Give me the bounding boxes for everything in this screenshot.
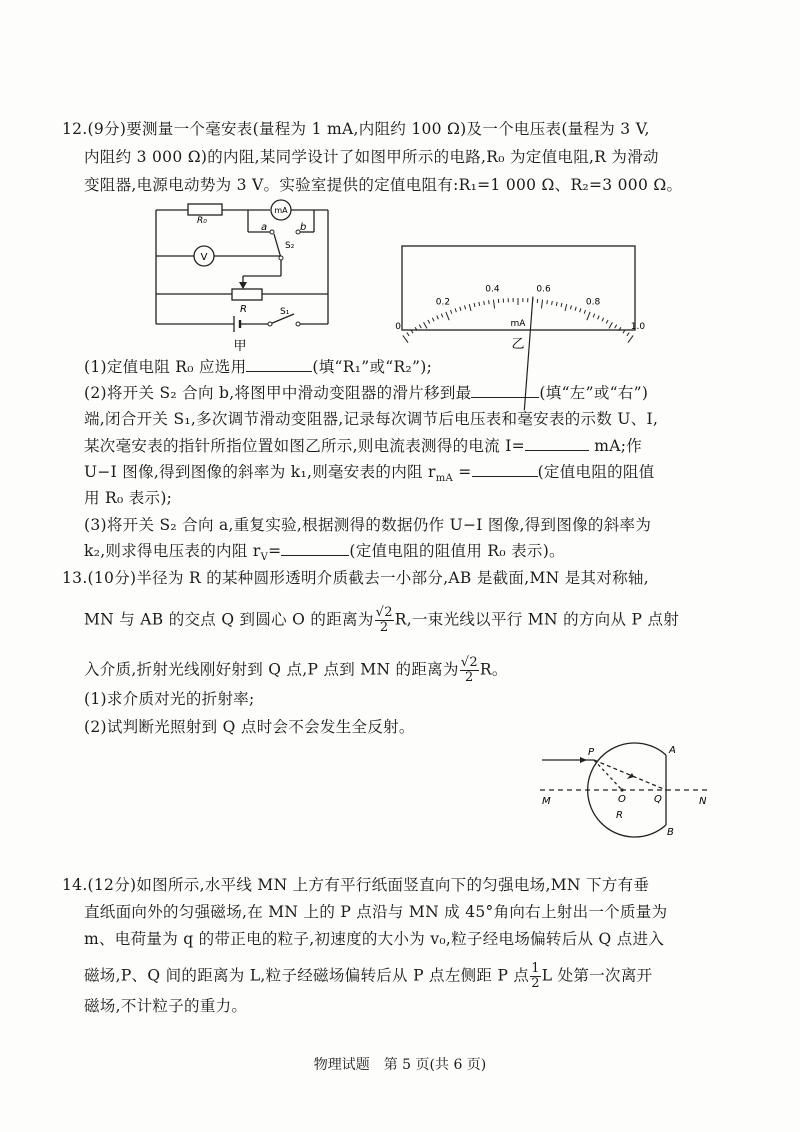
meter-tick	[489, 300, 490, 304]
q12-p2-sub-mA: mA	[435, 473, 454, 485]
label-R: R	[616, 810, 623, 821]
q13-line-3	[84, 656, 508, 685]
meter-tick	[407, 333, 409, 336]
meter-tick	[584, 310, 585, 314]
fraction-sqrt2-over-2	[375, 606, 394, 635]
label-b: b	[300, 222, 307, 233]
q12-p3-sub-V: V	[260, 552, 269, 564]
meter-tick	[455, 308, 456, 312]
page-footer: 物理试题 第 5 页(共 6 页)	[313, 1057, 487, 1073]
meter-tick-label: 0.2	[435, 297, 451, 308]
q12-p3-text-d: (定值电阻的阻值用 R₀ 表示)。	[349, 542, 565, 560]
meter-tick	[484, 301, 485, 305]
answer-blank-4	[472, 462, 538, 477]
meter-unit: mA	[510, 319, 526, 329]
q13-line-2	[84, 606, 679, 635]
q13-l3-text-b: R。	[479, 660, 508, 679]
q12-p2-text-h: (定值电阻的阻值	[537, 463, 655, 481]
label-P: P	[588, 747, 595, 758]
meter-tick	[628, 335, 633, 342]
answer-blank-1	[246, 357, 312, 372]
meter-tick	[441, 314, 443, 318]
q13-line-1: 13.(10分)半径为 R 的某种圆形透明介质截去一小部分,AB 是截面,MN 是其对称轴,	[62, 569, 649, 587]
meter-tick	[615, 325, 617, 328]
meter-tick	[479, 302, 480, 306]
meter-tick	[561, 303, 562, 307]
label-R: R	[240, 304, 247, 315]
meter-tick	[465, 305, 466, 309]
answer-blank-3	[525, 436, 589, 451]
meter-tick	[424, 322, 427, 328]
meter-tick	[460, 307, 461, 311]
label-A: A	[669, 745, 676, 756]
meter-tick	[403, 335, 408, 342]
meter-tick-label: 0.4	[485, 284, 500, 295]
q12-line-2: 内阻约 3 000 Ω)的内阻,某同学设计了如图甲所示的电路,R₀ 为定值电阻,R 为滑动	[84, 148, 659, 166]
meter-tick-label: 0.8	[585, 297, 601, 308]
frac-numerator-b: √2	[460, 655, 478, 670]
meter-tick	[602, 318, 604, 322]
meter-tick	[450, 310, 451, 314]
q13-l2-text-b: R,一束光线以平行 MN 的方向从 P 点射	[394, 610, 680, 629]
q12-p2-eq: =	[458, 463, 472, 481]
meter-dial-yi	[395, 244, 646, 354]
q12-line-1: 12.(9分)要测量一个毫安表(量程为 1 mA,内阻约 100 Ω)及一个电压表(量程为 3 V,	[62, 120, 650, 138]
answer-blank-2	[471, 383, 539, 398]
meter-tick	[474, 303, 475, 307]
meter-tick	[541, 300, 542, 309]
q12-part-1	[84, 357, 432, 377]
label-O: O	[618, 794, 626, 805]
q12-part-3-line-1: (3)将开关 S₂ 合向 a,重复实验,根据测得的数据仍作 U−I 图像,得到图像的斜率为	[84, 516, 652, 534]
meter-tick	[627, 333, 629, 336]
q12-p2-text-a: (2)将开关 S₂ 合向 b,将图甲中滑动变阻器的滑片移到最	[84, 384, 472, 402]
q13-part-2: (2)试判断光照射到 Q 点时会不会发生全反射。	[84, 718, 415, 736]
q13-l3-text-a: 入介质,折射光线刚好射到 Q 点,P 点到 MN 的距离为	[84, 660, 459, 679]
q14-line-5: 磁场,不计粒子的重力。	[84, 997, 248, 1015]
label-Q: Q	[654, 794, 662, 805]
q12-p2-text-f: U−I 图像,得到图像的斜率为 k₁,则毫安表的内阻 r	[84, 463, 436, 481]
meter-tick	[575, 307, 576, 311]
q12-part-2-line-5: 用 R₀ 表示);	[84, 489, 173, 507]
meter-tick	[428, 320, 430, 324]
meter-tick	[556, 302, 557, 306]
q14-line-1: 14.(12分)如图所示,水平线 MN 上方有平行纸面竖直向下的匀强电场,MN 下方有垂	[62, 876, 650, 894]
label-M: M	[542, 796, 551, 807]
label-jia: 甲	[233, 339, 247, 354]
label-V: V	[200, 252, 208, 263]
label-a: a	[261, 222, 268, 233]
q12-p1-hint: (填“R₁”或“R₂”);	[312, 358, 433, 376]
meter-tick	[606, 320, 608, 324]
meter-tick	[419, 325, 421, 328]
meter-tick-label: 0	[395, 321, 401, 332]
q12-part-2-line-1	[84, 383, 648, 403]
frac-one: 1	[531, 961, 540, 976]
fraction-sqrt2-over-2-b	[460, 656, 479, 685]
q14-line-2: 直纸面向外的匀强磁场,在 MN 上的 P 点沿与 MN 成 45°角向右上射出一个质量为	[84, 903, 668, 921]
q12-part-2-line-4	[84, 462, 655, 489]
meter-tick	[437, 316, 439, 320]
meter-tick	[547, 300, 548, 304]
meter-tick	[446, 312, 449, 320]
q14-line-3: m、电荷量为 q 的带正电的粒子,初速度的大小为 v₀,粒子经电场偏转后从 Q 点进入	[84, 930, 665, 948]
frac-two: 2	[531, 976, 540, 991]
frac-denominator-b: 2	[465, 670, 474, 685]
q13-part-1: (1)求介质对光的折射率;	[84, 690, 255, 708]
q14-l4-text-a: 磁场,P、Q 间的距离为 L,粒子经磁场偏转后从 P 点左侧距 P 点	[84, 966, 530, 985]
circuit-diagram-jia	[148, 196, 338, 356]
meter-tick-label: 0.6	[536, 284, 551, 295]
fraction-one-half	[530, 962, 541, 991]
meter-tick-label: 1.0	[630, 321, 646, 332]
frac-denominator: 2	[379, 620, 389, 635]
meter-tick	[580, 308, 581, 312]
q12-p2-hint-b: (填“左”或“右”)	[539, 384, 649, 402]
meter-tick	[552, 301, 553, 305]
q12-p3-text-b: k₂,则求得电压表的内阻 r	[84, 542, 261, 560]
q12-p3-eq: =	[268, 542, 282, 560]
q12-part-3-line-2	[84, 541, 565, 568]
q12-p2-text-e: mA;作	[594, 437, 643, 455]
label-N: N	[699, 796, 707, 807]
meter-tick	[493, 300, 494, 309]
q12-part-2-line-2: 端,闭合开关 S₁,多次调节滑动变阻器,记录每次调节后电压表和毫安表的示数 U、I,	[84, 410, 659, 428]
q12-p1-text: (1)定值电阻 R₀ 应选用	[84, 358, 247, 376]
label-S1: S₁	[280, 307, 290, 317]
q12-p2-text-d: 某次毫安表的指针所指位置如图乙所示,则电流表测得的电流 I=	[84, 437, 525, 455]
label-S2: S₂	[285, 241, 295, 251]
q13-l2-text-a: MN 与 AB 的交点 Q 到圆心 O 的距离为	[84, 610, 374, 629]
meter-tick	[609, 322, 612, 328]
meter-tick	[469, 304, 471, 311]
meter-tick	[598, 316, 600, 320]
circle-medium-diagram	[536, 742, 716, 842]
label-mA: mA	[274, 206, 288, 215]
meter-tick	[570, 305, 571, 309]
q14-line-4	[84, 962, 652, 991]
label-R0: R₀	[197, 216, 207, 226]
q14-l4-text-b: L 处第一次离开	[541, 966, 653, 985]
meter-tick	[587, 312, 590, 320]
meter-tick	[432, 318, 434, 322]
meter-tick	[565, 304, 567, 311]
q12-line-3: 变阻器,电源电动势为 3 V。实验室提供的定值电阻有:R₁=1 000 Ω、R₂=3 000 Ω。	[84, 176, 683, 194]
q12-part-2-line-3	[84, 436, 642, 456]
label-B: B	[667, 827, 674, 838]
answer-blank-5	[281, 541, 349, 556]
frac-numerator: √2	[375, 605, 393, 620]
label-yi: 乙	[511, 337, 525, 352]
meter-tick	[593, 314, 595, 318]
